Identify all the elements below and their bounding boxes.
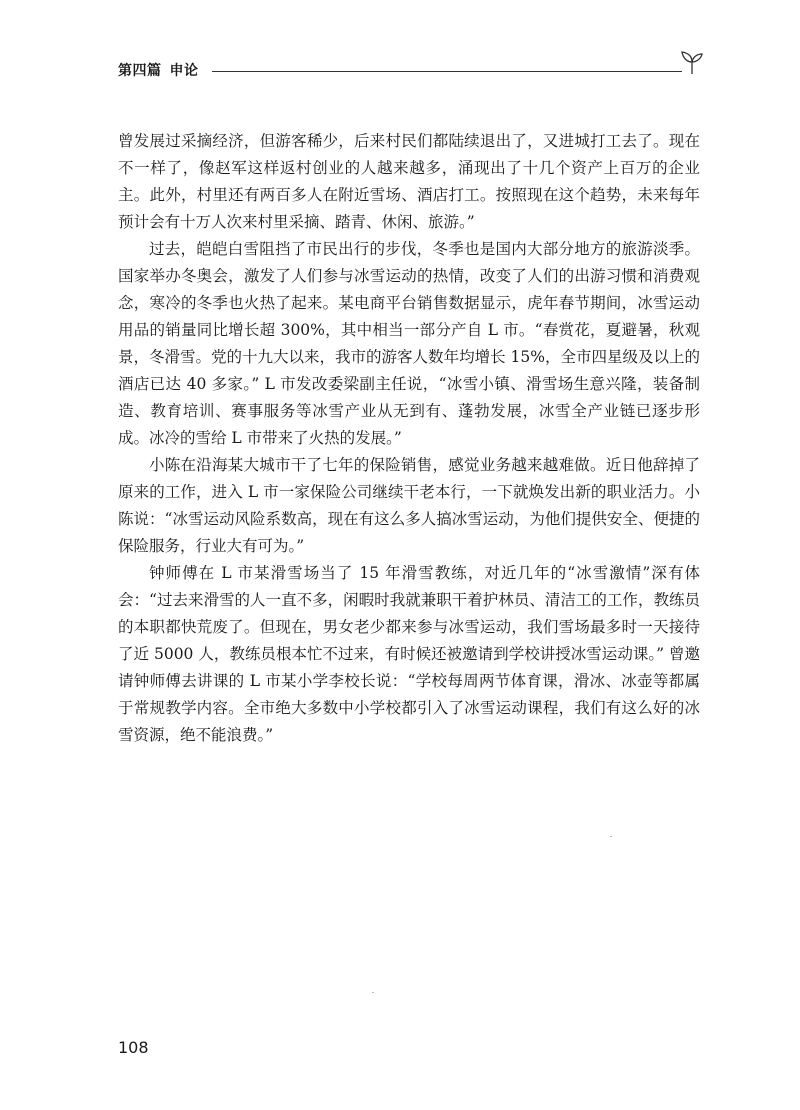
body-text: [118, 128, 700, 749]
header-title: [118, 60, 199, 80]
paragraph-1: 曾发展过采摘经济，但游客稀少，后来村民们都陆续退出了，又进城打工去了。现在不一样了，像赵军这样返村创业的人越来越多，涌现出了十几个资产上百万的企业主。此外，村里还有两百多人在附近雪场、酒店打工。按照现在这个趋势，未来每年预计会有十万人次来村里采摘、踏青、休闲、旅游。”: [118, 132, 700, 231]
header-rule: [212, 71, 682, 72]
scan-speck: [372, 992, 374, 993]
running-header: [118, 58, 698, 88]
scan-speck: [610, 836, 612, 837]
paragraph-3: 小陈在沿海某大城市干了七年的保险销售，感觉业务越来越难做。近日他辞掉了原来的工作，进入 L 市一家保险公司继续干老本行，一下就焕发出新的职业活力。小陈说：“冰雪运动风险系数高，现在有这么多人搞冰雪运动，为他们提供安全、便捷的保险服务，行业大有可为。”: [118, 456, 700, 555]
header-section: 第四篇: [118, 63, 162, 79]
paragraph-2: 过去，皑皑白雪阻挡了市民出行的步伐，冬季也是国内大部分地方的旅游淡季。国家举办冬奥会，激发了人们参与冰雪运动的热情，改变了人们的出游习惯和消费观念，寒冷的冬季也火热了起来。某电商平台销售数据显示，虎年春节期间，冰雪运动用品的销量同比增长超 300%，其中相当一部分产自 L 市。“春赏花，夏避暑，秋观景，冬滑雪。党的十九大以来，我市的游客人数年均增长 15%，全市四星级及以上的酒店已达 40 多家。” L 市发改委梁副主任说，“冰雪小镇、滑雪场生意兴隆，装备制造、教育培训、赛事服务等冰雪产业从无到有、蓬勃发展，冰雪全产业链已逐步形成。冰冷的雪给 L 市带来了火热的发展。”: [118, 240, 700, 447]
page-number: 108: [118, 1038, 149, 1057]
header-subject: 申论: [169, 63, 199, 79]
sprout-icon: [678, 48, 706, 76]
paragraph-4: 钟师傅在 L 市某滑雪场当了 15 年滑雪教练，对近几年的“冰雪激情”深有体会：“过去来滑雪的人一直不多，闲暇时我就兼职干着护林员、清洁工的工作，教练员的本职都快荒废了。但现在，男女老少都来参与冰雪运动，我们雪场最多时一天接待了近 5000 人，教练员根本忙不过来，有时候还被邀请到学校讲授冰雪运动课。” 曾邀请钟师傅去讲课的 L 市某小学李校长说：“学校每周两节体育课，滑冰、冰壶等都属于常规教学内容。全市绝大多数中小学校都引入了冰雪运动课程，我们有这么好的冰雪资源，绝不能浪费。”: [118, 564, 700, 744]
